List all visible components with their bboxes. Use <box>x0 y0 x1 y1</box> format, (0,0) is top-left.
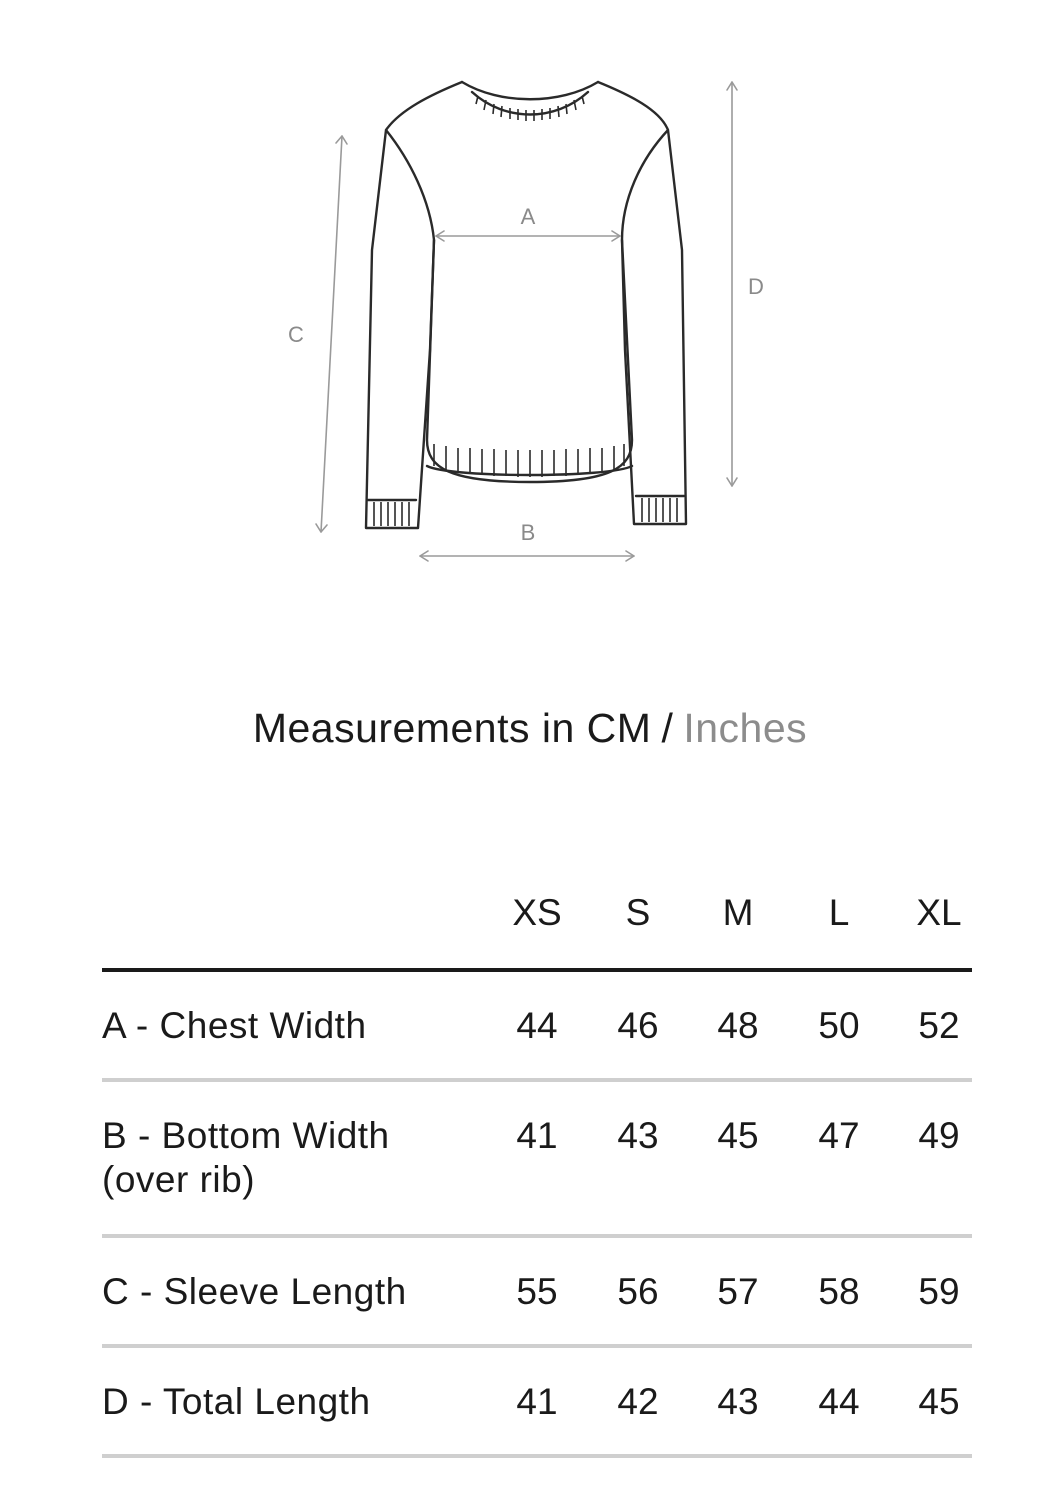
table-row <box>102 972 972 1082</box>
sleeve-length-arrow <box>316 136 347 532</box>
measurements-heading <box>0 705 1060 752</box>
bottom-width-arrow <box>420 551 634 561</box>
cell-value: 45 <box>918 1381 960 1422</box>
row-label: B - Bottom Width (over rib) <box>102 1115 390 1200</box>
table-row <box>102 1348 972 1458</box>
cell-value: 48 <box>717 1005 759 1046</box>
label-c: C <box>288 322 304 347</box>
size-xl: XL <box>916 892 962 933</box>
cell-value: 50 <box>818 1005 860 1046</box>
neck-inner <box>472 92 588 115</box>
label-a: A <box>520 204 536 229</box>
unit-inches-toggle[interactable]: Inches <box>683 705 808 751</box>
table-row <box>102 1238 972 1348</box>
size-s: S <box>625 892 651 933</box>
cell-value: 58 <box>818 1271 860 1312</box>
label-d: D <box>748 274 764 299</box>
size-header-row <box>102 880 972 968</box>
torso <box>427 240 632 482</box>
cell-value: 47 <box>818 1115 860 1156</box>
sweater-diagram <box>0 0 1060 600</box>
cell-value: 44 <box>818 1381 860 1422</box>
cell-value: 57 <box>717 1271 759 1312</box>
cell-value: 41 <box>516 1115 558 1156</box>
unit-separator: / <box>661 705 674 751</box>
chest-width-arrow <box>436 231 620 241</box>
cell-value: 42 <box>617 1381 659 1422</box>
cell-value: 46 <box>617 1005 659 1046</box>
cell-value: 59 <box>918 1271 960 1312</box>
cell-value: 52 <box>918 1005 960 1046</box>
row-label: A - Chest Width <box>102 1005 367 1046</box>
row-label: C - Sleeve Length <box>102 1271 407 1312</box>
size-m: M <box>722 892 754 933</box>
cell-value: 45 <box>717 1115 759 1156</box>
cell-value: 43 <box>717 1381 759 1422</box>
cell-value: 55 <box>516 1271 558 1312</box>
size-xs: XS <box>512 892 562 933</box>
cell-value: 43 <box>617 1115 659 1156</box>
table-row <box>102 1082 972 1238</box>
size-chart-table <box>102 880 972 1458</box>
cell-value: 56 <box>617 1271 659 1312</box>
sweater-outline <box>366 82 462 528</box>
label-b: B <box>520 520 536 545</box>
cell-value: 44 <box>516 1005 558 1046</box>
unit-cm: Measurements in CM <box>252 705 652 751</box>
neck-outer <box>462 82 598 99</box>
size-l: L <box>828 892 850 933</box>
cell-value: 41 <box>516 1381 558 1422</box>
cell-value: 49 <box>918 1115 960 1156</box>
row-label: D - Total Length <box>102 1381 371 1422</box>
total-length-arrow <box>727 82 737 486</box>
